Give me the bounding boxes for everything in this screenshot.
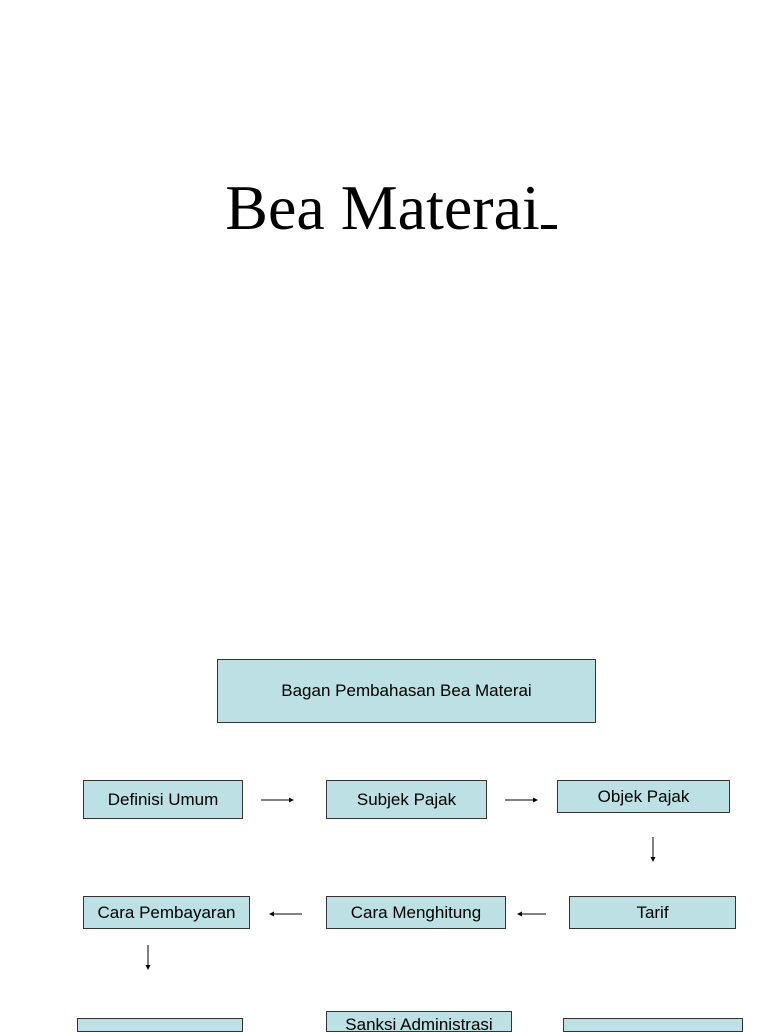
- node-cara-menghitung: [326, 896, 506, 929]
- node-label: Sanksi Administrasi: [345, 1015, 493, 1032]
- arrow-down-icon: [142, 944, 154, 974]
- node-bottom-left: [77, 1018, 243, 1032]
- arrow-right-icon: [260, 794, 300, 806]
- node-label: Definisi Umum: [107, 789, 219, 809]
- node-label: Subjek Pajak: [356, 789, 457, 809]
- node-label: Tarif: [636, 902, 669, 922]
- node-cara-pembayaran: [83, 896, 250, 929]
- slide-title-text: Bea Materai: [225, 172, 540, 243]
- node-bottom-right: [563, 1018, 743, 1032]
- node-sanksi-administrasi: [326, 1011, 512, 1032]
- node-label: Cara Menghitung: [350, 902, 482, 922]
- node-tarif: [569, 896, 736, 929]
- text-cursor: [541, 225, 557, 229]
- diagram-header-label: Bagan Pembahasan Bea Materai: [281, 681, 532, 700]
- node-objek-pajak: [557, 780, 730, 813]
- slide-title: [0, 170, 768, 246]
- arrow-down-icon: [647, 836, 659, 866]
- arrow-left-icon: [266, 908, 306, 920]
- node-subjek-pajak: [326, 780, 487, 819]
- arrow-left-icon: [514, 908, 554, 920]
- arrow-right-icon: [504, 794, 544, 806]
- node-definisi-umum: [83, 780, 243, 819]
- node-label: Cara Pembayaran: [97, 902, 236, 922]
- node-label: Objek Pajak: [597, 786, 690, 806]
- diagram-header-box: [217, 659, 596, 723]
